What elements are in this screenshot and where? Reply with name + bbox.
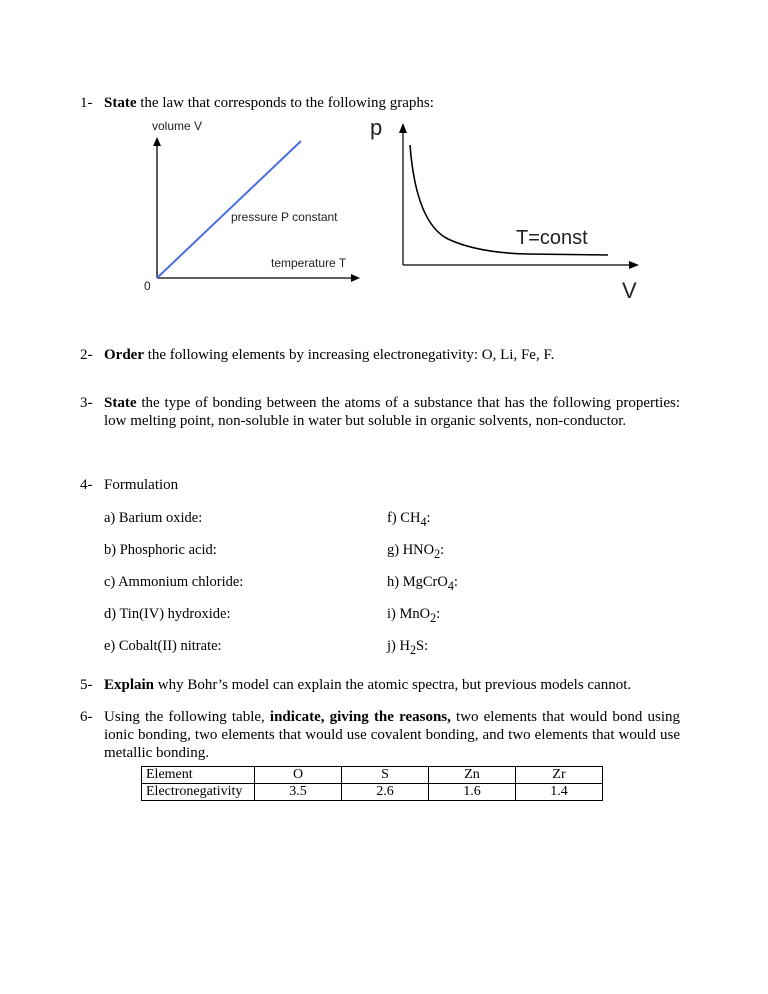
- formulation-item-a: a) Barium oxide:: [104, 510, 203, 526]
- formulation-item-g: g) $HNO_2$:: [387, 542, 445, 561]
- question-number: 6-: [80, 709, 93, 725]
- question-text: Formulation: [104, 477, 179, 493]
- volume-temperature-graph: [140, 115, 383, 300]
- question-number: 1-: [80, 95, 93, 111]
- question-4: [80, 476, 680, 494]
- graph2-ylabel: p: [370, 115, 383, 140]
- graph1-x-arrow: [351, 274, 360, 282]
- formulation-item-f: f) $CH_4$:: [387, 510, 431, 529]
- graph1-origin: 0: [144, 279, 151, 293]
- question-verb: Explain: [104, 677, 155, 693]
- question-number: 4-: [80, 477, 93, 493]
- graph2-xlabel: V: [622, 278, 637, 303]
- question-number: 2-: [80, 347, 93, 363]
- table-cell-value: 3.5: [255, 784, 342, 801]
- graph1-ylabel: volume V: [152, 119, 203, 133]
- formulation-item-e: e) Cobalt(II) nitrate:: [104, 638, 222, 654]
- table-row: [142, 767, 603, 784]
- question-6: [80, 708, 680, 762]
- question-text: the law that corresponds to the following graphs:: [136, 95, 434, 111]
- question-number: 5-: [80, 677, 93, 693]
- formulation-item-h: h) MgCrO$_4$:: [387, 574, 458, 593]
- table-header-electronegativity: Electronegativity: [142, 784, 255, 801]
- graph2-curve-label: T=const: [516, 227, 588, 249]
- formulation-item-i: i) MnO$_2$:: [387, 606, 441, 625]
- question-verb: Order: [104, 347, 144, 363]
- table-cell-value: 1.6: [429, 784, 516, 801]
- question-verb: State: [104, 95, 137, 111]
- electronegativity-table: [141, 766, 603, 801]
- question-1: [80, 94, 680, 112]
- question-verb: State: [104, 395, 137, 411]
- question-3: [80, 394, 680, 430]
- question-text-pre: Using the following table,: [104, 709, 270, 725]
- pressure-volume-graph: [368, 113, 650, 305]
- graph2-x-arrow: [629, 261, 639, 269]
- formulation-item-b: b) Phosphoric acid:: [104, 542, 217, 558]
- graph1-line-label: pressure P constant: [231, 210, 338, 224]
- graph1-y-arrow: [153, 137, 161, 146]
- table-cell-value: 2.6: [342, 784, 429, 801]
- table-header-element: Element: [142, 767, 255, 784]
- table-cell-element: Zn: [429, 767, 516, 784]
- question-verb: indicate, giving the reasons,: [269, 709, 451, 725]
- question-text: the type of bonding between the atoms of a substance that has the following properties: low melting point, non-soluble in water but soluble in organic solvents, non-conductor.: [104, 395, 680, 429]
- question-5: [80, 676, 680, 694]
- table-cell-element: Zr: [516, 767, 603, 784]
- question-2: [80, 346, 680, 364]
- formulation-item-c: c) Ammonium chloride:: [104, 574, 244, 590]
- question-text: why Bohr’s model can explain the atomic spectra, but previous models cannot.: [154, 677, 632, 693]
- graph1-xlabel: temperature T: [271, 256, 347, 270]
- table-row: [142, 784, 603, 801]
- formulation-item-j: j) $H_2S$:: [387, 638, 429, 657]
- table-cell-element: O: [255, 767, 342, 784]
- graph2-y-arrow: [399, 123, 407, 133]
- table-cell-element: S: [342, 767, 429, 784]
- table-cell-value: 1.4: [516, 784, 603, 801]
- formulation-item-d: d) Tin(IV) hydroxide:: [104, 606, 231, 622]
- question-number: 3-: [80, 395, 93, 411]
- question-text: the following elements by increasing electronegativity: O, Li, Fe, F.: [143, 347, 555, 363]
- question-text: two elements that would bond using ionic bonding, two elements that would use covalent bonding, and two elements that would use metallic bonding.: [104, 709, 680, 761]
